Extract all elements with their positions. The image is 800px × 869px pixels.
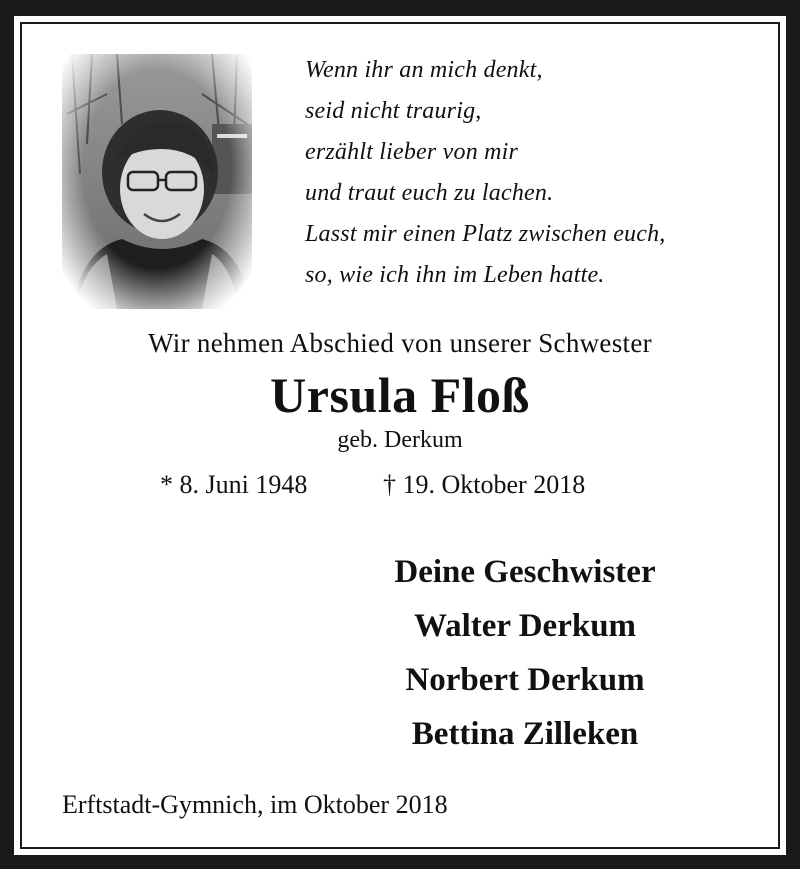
poem-line: Lasst mir einen Platz zwischen euch, [305, 221, 666, 247]
portrait-photo [62, 54, 252, 309]
family-member: Bettina Zilleken [411, 716, 639, 752]
poem-line: erzählt lieber von mir [305, 139, 519, 165]
portrait-image [62, 54, 252, 309]
family-member: Walter Derkum [413, 608, 637, 644]
farewell-intro: Wir nehmen Abschied von unserer Schwester [148, 328, 652, 358]
deceased-name: Ursula Floß [270, 367, 530, 423]
birth-date: * 8. Juni 1948 [160, 470, 308, 499]
poem-line: und traut euch zu lachen. [305, 180, 554, 206]
family-heading: Deine Geschwister [394, 554, 656, 590]
death-date: † 19. Oktober 2018 [383, 470, 586, 499]
poem [305, 50, 775, 296]
poem-line: Wenn ihr an mich denkt, [305, 57, 543, 83]
family-member: Norbert Derkum [405, 662, 645, 698]
family-signatures [322, 545, 728, 761]
poem-line: seid nicht traurig, [305, 98, 482, 124]
place-and-date: Erftstadt-Gymnich, im Oktober 2018 [62, 790, 448, 819]
maiden-name: geb. Derkum [337, 427, 463, 453]
poem-line: so, wie ich ihn im Leben hatte. [305, 262, 605, 288]
